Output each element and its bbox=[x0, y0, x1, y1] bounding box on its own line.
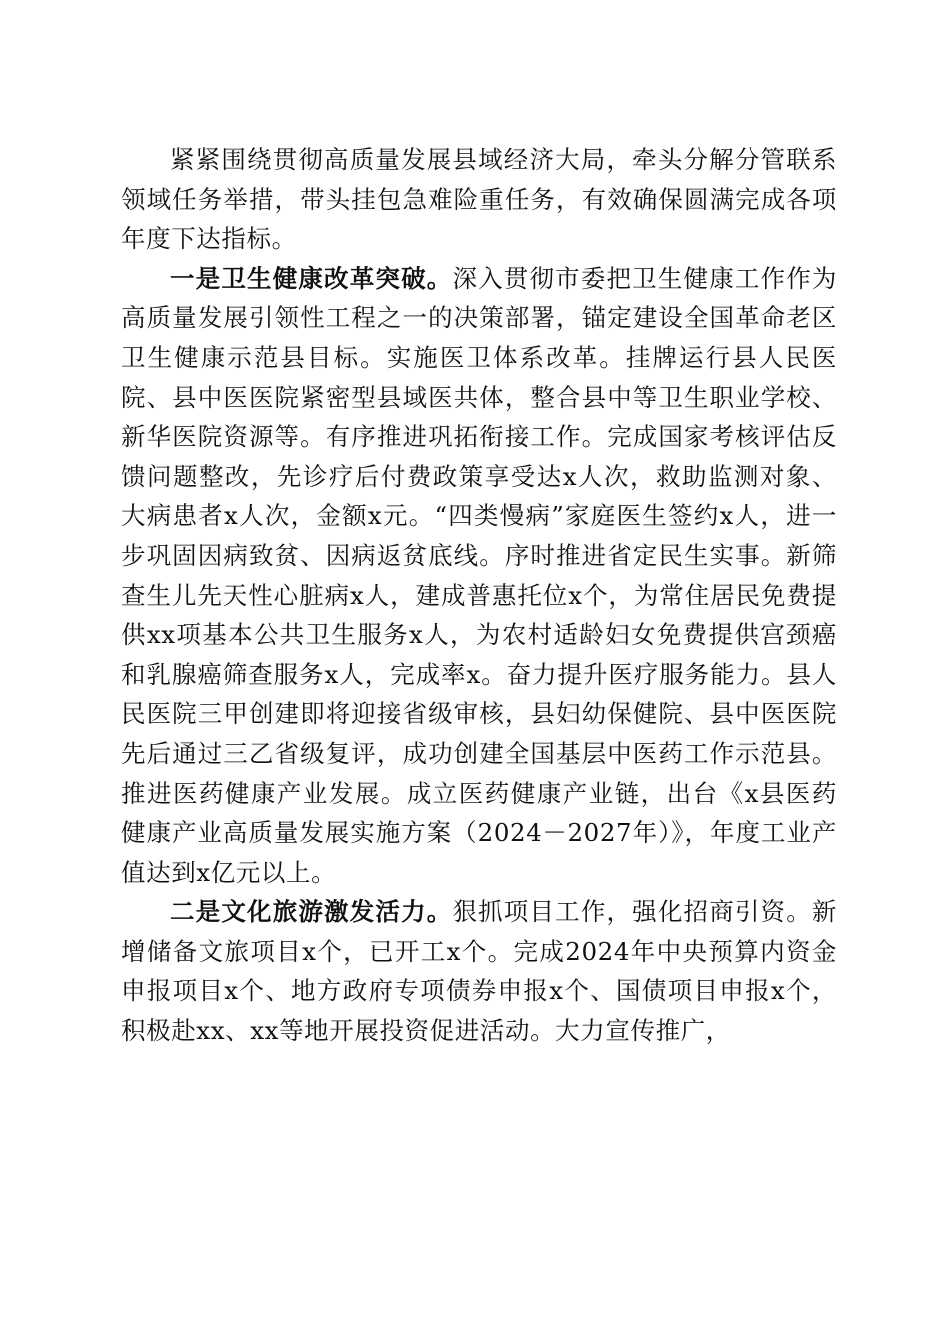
paragraph-text: 紧紧围绕贯彻高质量发展县域经济大局，牵头分解分管联系领域任务举措，带头挂包急难险重任务，有效确保圆满完成各项年度下达指标。 bbox=[121, 145, 837, 254]
paragraph-text: 深入贯彻市委把卫生健康工作作为高质量发展引领性工程之一的决策部署，锚定建设全国革命老区卫生健康示范县目标。实施医卫体系改革。挂牌运行县人民医院、县中医医院紧密型县域医共体，整合县中等卫生职业学校、新华医院资源等。有序推进巩拓衔接工作。完成国家考核评估反馈问题整改，先诊疗后付费政策享受达x人次，救助监测对象、大病患者x人次，金额x元。“四类慢病”家庭医生签约x人，进一步巩固因病致贫、因病返贫底线。序时推进省定民生实事。新筛查生儿先天性心脏病x人，建成普惠托位x个，为常住居民免费提供xx项基本公共卫生服务x人，为农村适龄妇女免费提供宫颈癌和乳腺癌筛查服务x人，完成率x。奋力提升医疗服务能力。县人民医院三甲创建即将迎接省级审核，县妇幼保健院、县中医医院先后通过三乙省级复评，成功创建全国基层中医药工作示范县。推进医药健康产业发展。成立医药健康产业链，出台《x县医药健康产业高质量发展实施方案（2024－2027年）》，年度工业产值达到x亿元以上。 bbox=[121, 263, 837, 887]
paragraph-lead: 二是文化旅游激发活力。 bbox=[170, 897, 453, 927]
paragraph-lead: 一是卫生健康改革突破。 bbox=[170, 263, 453, 293]
paragraph-culture-tourism bbox=[121, 892, 837, 1050]
paragraph-health-reform bbox=[121, 259, 837, 893]
paragraph-intro bbox=[121, 140, 837, 259]
document-body bbox=[121, 140, 837, 1051]
paragraph-text: 狠抓项目工作，强化招商引资。新增储备文旅项目x个，已开工x个。完成2024年中央预算内资金申报项目x个、地方政府专项债券申报x个、国债项目申报x个，积极赴xx、xx等地开展投资促进活动。大力宣传推广， bbox=[121, 897, 837, 1046]
